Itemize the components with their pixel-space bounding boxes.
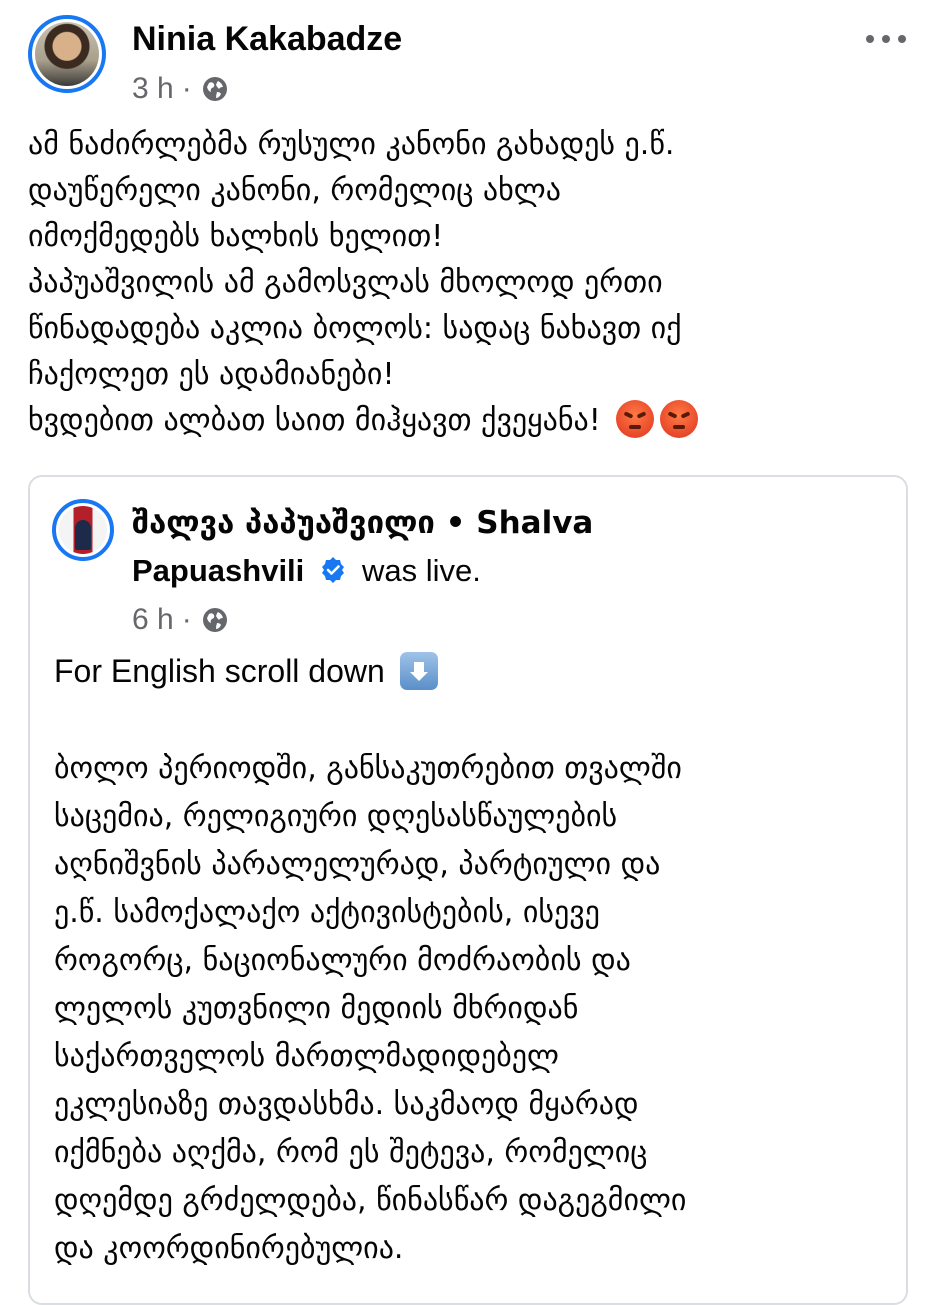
more-dot [898, 35, 906, 43]
avatar-photo [35, 22, 99, 86]
arrow-down-icon [400, 652, 438, 690]
post-text-line: იმოქმედებს ხალხის ხელით! [28, 219, 444, 254]
globe-icon[interactable] [200, 74, 230, 104]
shared-text-line: ბოლო პერიოდში, განსაკუთრებით თვალში [54, 751, 682, 786]
post-time[interactable]: 3 h [132, 72, 174, 105]
angry-face-icon [660, 400, 698, 438]
post-text-line: ამ ნაძირლებმა რუსული კანონი გახადეს ე.წ. [28, 127, 675, 162]
shared-text-line: საქართველოს მართლმადიდებელ [54, 1039, 559, 1074]
shared-post-time[interactable]: 6 h [132, 603, 174, 636]
post-text-last-line [28, 398, 918, 444]
globe-icon[interactable] [200, 605, 230, 635]
english-prompt-line [54, 647, 894, 697]
meta-separator: · [181, 72, 192, 105]
shared-post-text [54, 647, 894, 1273]
shared-text-line: ეკლესიაზე თავდასხმა. საკმაოდ მყარად [54, 1087, 639, 1122]
angry-face-icon [616, 400, 654, 438]
shared-text-line: იქმნება აღქმა, რომ ეს შეტევა, რომელიც [54, 1135, 648, 1170]
post-text-line: წინადადება აკლია ბოლოს: სადაც ნახავთ იქ [28, 311, 682, 346]
shared-post-meta [132, 603, 230, 637]
more-horizontal-icon [866, 35, 874, 43]
shared-author-name-line1[interactable]: შალვა პაპუაშვილი • Shalva [132, 505, 594, 541]
meta-separator: · [181, 603, 192, 636]
more-dot [882, 35, 890, 43]
post-text-line: ხვდებით ალბათ საით მიჰყავთ ქვეყანა! [28, 403, 601, 438]
post-text-line: დაუწერელი კანონი, რომელიც ახლა [28, 173, 561, 208]
shared-text-line: აღნიშვნის პარალელურად, პარტიული და [54, 847, 661, 882]
shared-text-line: საცემია, რელიგიური დღესასწაულების [54, 799, 618, 834]
post-text-line: ჩაქოლეთ ეს ადამიანები! [28, 357, 395, 392]
post-text [28, 122, 918, 444]
shared-text-line: ე.წ. სამოქალაქო აქტივისტების, ისევე [54, 895, 600, 930]
shared-author-avatar[interactable] [52, 499, 114, 561]
english-prompt: For English scroll down [54, 653, 385, 689]
paragraph-gap [54, 697, 894, 745]
shared-avatar-photo [59, 506, 107, 554]
live-status: was live. [362, 553, 481, 588]
shared-author-name-line2[interactable]: Papuashvili [132, 553, 305, 588]
post-header [0, 0, 936, 115]
more-options-button[interactable] [866, 24, 906, 54]
shared-author-header [132, 499, 882, 595]
author-name[interactable]: Ninia Kakabadze [132, 20, 403, 58]
author-avatar[interactable] [28, 15, 106, 93]
shared-text-line: როგორც, ნაციონალური მოძრაობის და [54, 943, 631, 978]
shared-text-line: დღემდე გრძელდება, წინასწარ დაგეგმილი [54, 1183, 687, 1218]
shared-post-card[interactable] [28, 475, 908, 1305]
shared-text-line: და კოორდინირებულია. [54, 1231, 404, 1266]
post-text-line: პაპუაშვილის ამ გამოსვლას მხოლოდ ერთი [28, 265, 663, 300]
post-meta [132, 72, 230, 106]
shared-text-line: ლელოს კუთვნილი მედიის მხრიდან [54, 991, 579, 1026]
verified-badge-icon [318, 551, 348, 581]
